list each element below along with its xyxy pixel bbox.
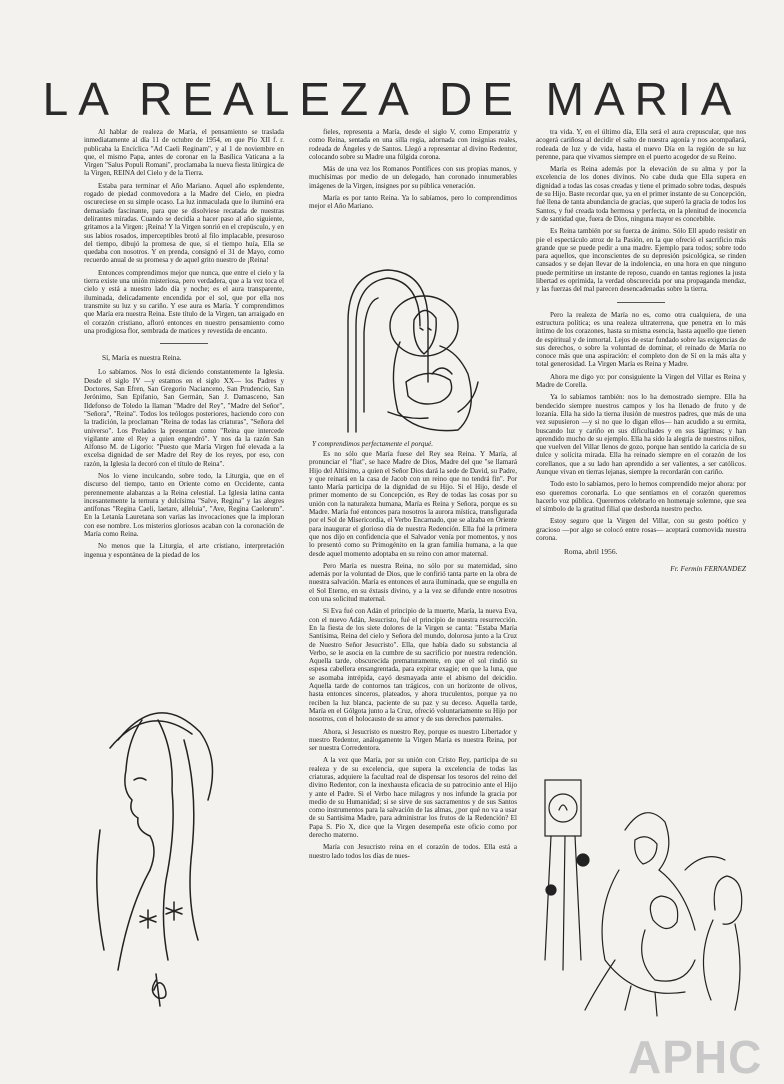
paragraph: Nos lo viene inculcando, sobre todo, la Liturgia, que en el discurso del tiempo, tanto en Oriente como en Occidente, canta perennemente alabanzas a la Reina celestial. La Iglesia latina canta incesantemente la ternura y dulcísima "Salve, Regina" y las alegres antífonas "Regina Caeli, laetare, alleluia", "Ave, Regina Caelorum". En la Letanía Lauretana son varias las invocaciones que la imploran con ese nombre. Los misterios gloriosos acaban con la coronación de María como Reina. — [84, 471, 284, 539]
paragraph: fieles, representa a María, desde el siglo V, como Emperatriz y como Reina, sentada en una silla regia, adornada con insignias reales, rodeada de Ángeles y de Santos. Llegó a representar al divino Redentor, colocando sobre su Madre una fúlgida corona. — [309, 128, 517, 161]
paragraph: Más de una vez los Romanos Pontífices con sus propias manos, y muchísimas por medio de un delegado, han coronado innumerables imágenes de la Virgen, insignes por su pública veneración. — [309, 165, 517, 190]
section-divider — [160, 343, 208, 344]
paragraph: Es no sólo que María fuese del Rey sea Reina. Y María, al pronunciar el "fiat", se hace Madre de Dios, Madre del que "se llamará Hijo del Altísimo, a quien el Señor Dios dará la sede de David, su Padre, y que reinará en la casa de Jacob con un reino que no tendrá fin". Por tanto María participa de la dignidad de su Hijo. Si el Hijo, desde el primer momento de su Concepción, es Rey de todas las cosas por su unión con la naturaleza humana, María es Reina y Señora, porque es su Madre. María fué entonces para nosotros la aurora mística, transfigurada por el Sol de Misericordia, el Verbo Encarnado, que se alzaba en Oriente para inaugurar el glorioso día de nuestra Redención. Ella fué la primera que nos dijo en confidencia que el Salvador venía por momentos, y nos lo presentó como su Primogénito en la gran familia humana, a la que desde aquel momento adoptaba en su reino con amor maternal. — [309, 450, 517, 558]
paragraph: No menos que la Liturgia, el arte cristiano, interpretación ingenua y espontánea de la piedad de los — [84, 542, 284, 559]
article-column-right — [536, 128, 746, 723]
paragraph: Lo sabíamos. Nos lo está diciendo constantemente la Iglesia. Desde el siglo IV —y estamos en el siglo XX— los Padres y Doctores, San Efren, San Gregorio Nacianceno, San Prudencio, San Jerónimo, San Epifanio, San Germán, San J. Damasceno, San Ildefonso de Toledo la llaman "Madre del Rey", "Madre del Señor", "Señora", "Reina". Todos los teólogos posteriores, haciendo coro con la tradición, la proclaman "Reina de todas las criaturas", "Señora del universo". Los Prelados la presentan como "Reina que intercede vigilante ante el Rey a quien engendró". Y nos da la razón San Alfonso M. de Ligorio: "Puesto que María Virgen fué elevada a la excelsa dignidad de ser Madre del Rey de los reyes, por eso, con razón, la Iglesia la decoró con el título de Reina". — [84, 368, 284, 468]
paragraph: Todo esto lo sabíamos, pero lo hemos comprendido mejor ahora: por eso queremos coronarla. Lo que sentíamos en el corazón queremos hacerlo voz pública. Queremos celebrarlo en homenaje solemne, que sea el símbolo de la gratitud filial que desborda nuestro pecho. — [536, 480, 746, 514]
paragraph: María es por tanto Reina. Ya lo sabíamos, pero lo comprendimos mejor el Año Mariano. — [309, 194, 517, 211]
paragraph: tra vida. Y, en el último día, Ella será el aura crepuscular, que nos acogerá cariñosa al decidir el salto de nuestra agonía y nos acompañará, rodeada de luz y de vida, hasta el nuevo Día en la región de su luz perenne, para que vivamos siempre en el puerto acogedor de su Reino. — [536, 128, 746, 161]
paragraph: Ya lo sabíamos también: nos lo ha demostrado siempre. Ella ha bendecido siempre nuestros campos y los ha llenado de fruto y de lozanía. Ella ha sido la tierna ilusión de nuestros padres, que más de una vez supusieron —y si no que lo digan ellos— han acudido a su ermita, buscando luz y cariño en sus dificultades y en sus lágrimas; y han aprendido mucho de su ejemplo. Ella ha sido la alegría de nuestros niños, que vuelven del Villar llenos de gozo, porque han sentido la caricia de su dulce y solícita mirada. Ella ha reinado siempre en el corazón de los corellanos, que a su lado han aprendido a ser valientes, a ser católicos. Aunque vivan en tierras lejanas, siempre la recordarán con cariño. — [536, 393, 746, 476]
article-author: Fr. Fermín FERNANDEZ — [670, 563, 746, 573]
paragraph: Ahora me digo yo: por consiguiente la Virgen del Villar es Reina y Madre de Corella. — [536, 372, 746, 390]
watermark-text: APHC — [628, 1031, 763, 1083]
paragraph: Pero la realeza de María no es, como otra cualquiera, de una estructura política; es una realeza ultraterrena, que penetra en lo más íntimo de los corazones, hasta su misma esencia, hasta aquello que tienen de espiritual y de inmortal. Lejos de estar fundado sobre las exigencias de sus derechos, o sobre la voluntad de dominar, el reinado de María no conoce más que una aspiración: el completo don de Sí en la más alta y total generosidad. La Virgen María es Reina y Madre. — [536, 310, 746, 369]
paragraph: Pero María es nuestra Reina, no sólo por su maternidad, sino además por la voluntad de Dios, que le confirió tanta parte en la obra de nuestra salvación. María es entonces el aura iluminada, que se engulla en el Sol Eterno, en su éxtasis divino, y a la vez se difunde entre nosotros con una solicitud maternal. — [309, 561, 517, 604]
section-heading: Sí, María es nuestra Reina. — [102, 353, 182, 363]
paragraph: Al hablar de realeza de María, el pensamiento se traslada inmediatamente al día 11 de octubre de 1954, en que Pío XII f. r. publicaba la Encíclica "Ad Caeli Reginam", y al 1 de noviembre en que, el mismo Papa, antes de coronar en la Basílica Vaticana a la Virgen "Salus Populi Romani", proclamaba la nueva fiesta litúrgica de la Virgen, REINA del Cielo y de la Tierra. — [84, 128, 284, 178]
paragraph: María con Jesucristo reina en el corazón de todos. Ella está a nuestro lado todos los días de nues- — [309, 843, 517, 860]
pilgrim-family-illustration — [535, 760, 750, 1025]
madonna-illustration — [328, 262, 496, 440]
article-date: Roma, abril 1956. — [564, 547, 618, 557]
virgin-profile-illustration — [88, 680, 228, 1020]
article-column-middle-top — [309, 128, 517, 258]
paragraph: Estaba para terminar el Año Mariano. Aquel año esplendente, rogado de piedad conmovedora a la Madre del Cielo, en piedra oscureciese en su simple ocaso. La luz inmaculada que lo iluminó era demasiado fascinante, para que se disolviese recatada de nuestras delirantes miradas. Cuando se decidía a hacer paso al año siguiente, gritamos a la Virgen: ¡Reina! Y la Virgen sonrió en el crepúsculo, y en sus labios rosados, imperceptibles brotó al filo implacable, presuroso del tiempo, dibujó la promesa de que, si el tiempo huía, Ella se quedaba con nosotros. Y en prenda, consignó el 31 de Mayo, como recuerdo anual de su promesa y de aquel grito nuestro de ¡Reina! — [84, 181, 284, 265]
article-column-middle-bottom — [309, 450, 517, 1028]
section-divider — [617, 302, 665, 303]
paragraph: Es Reina también por su fuerza de ánimo. Sólo Ell apudo resistir en pie el espectáculo atroz de la Pasión, en la que ofreció el sacrificio más grande que se puede pedir a una madre. Ejemplo para todos; sobre todo para aquellos, que inconscientes de su depresión psicológica, se rinden cansados y se dejan llevar de la indolencia, en una hora en que ninguno puede permitirse un instante de reposo, cuando en tantas regiones la justa libertad es oprimida, la verdad obscurecida por una propaganda mendaz, y las fuerzas del mal parecen desencadenadas sobre la tierra. — [536, 227, 746, 294]
paragraph: Ahora, si Jesucristo es nuestro Rey, porque es nuestro Libertador y nuestro Redentor, análogamente la Virgen María es nuestra Reina, por ser nuestra Corredentora. — [309, 727, 517, 753]
paragraph: A la vez que María, por su unión con Cristo Rey, participa de su realeza y de su excelencia, que supera la excelencia de todas las criaturas, adquiere la facultad real de dispensar los tesoros del reino del divino Redentor, con la inexhausta eficacia de su patrocinio ante el Hijo y ante el Padre. Si el Verbo hace milagros y nos infunde la gracia por medio de su Humanidad; si se sirve de sus sacramentos y de sus Santos como instrumentos para la salvación de las almas, ¿por qué no va a usar de su Santísima Madre, para administrar los frutos de la Redención? El Papa S. Pío X, dice que la Virgen desempeña este oficio como por derecho materno. — [309, 756, 517, 840]
figure-caption: Y comprendimos perfectamente el porqué. — [312, 440, 434, 448]
article-column-left — [84, 128, 284, 688]
paragraph: Entonces comprendimos mejor que nunca, que entre el cielo y la tierra existe una unión misteriosa, pero verdadera, que a la vez toca el cielo y está a nuestro lado día y noche; es el aura transparente, iluminada, delicadamente encendida por el sol, que por ella nos transmite su luz y su cariño. Y ese aura es María. Y comprendimos que María era nuestra Reina. Este título de la Virgen, tan arraigado en el corazón cristiano, afloró entonces en nuestro pensamiento como una prodigiosa flor, sembrada de matices y revestida de encanto. — [84, 268, 284, 335]
paragraph: Estoy seguro que la Virgen del Villar, con su gesto poético y gracioso —por algo se colocó entre rosas— aceptará conmovida nuestra corona. — [536, 517, 746, 543]
signature-block — [536, 548, 746, 573]
paragraph: Si Eva fué con Adán el principio de la muerte, María, la nueva Eva, con el nuevo Adán, Jesucristo, fué el principio de nuestra resurrección. En la fiesta de los siete dolores de la Virgen se canta: "Estaba María Santísima, Reina del cielo y Señora del mundo, dolorosa junto a la Cruz de Nuestro Señor Jesucristo". Ella, que había dado su substancia al Verbo, se le asocia en la cumbre de su sacrificio por nuestra redención. Aquella tarde, obscurecida prematuramente, en que el sol rindió su espesa cabellera ensangrentada, para expirar exagie; en que la luna, que se asomaba intrépida, cayó desmayada ante el abismo del deicidio. Aquella tarde de contornos tan trágicos, con un horizonte de olivos, hasta entonces sinceros, plateados, y ahora truculentos, porque ya no reciben la luz blanca, paciente de su paz y su deceso. Aquella tarde, María en el Gólgota junto a la Cruz, ofreció voluntariamente su Hijo por nosotros, con el holocausto de su amor y de sus derechos paternales. — [309, 607, 517, 724]
paragraph: María es Reina además por la elevación de su alma y por la excelencia de los dones divinos. No cabe duda que Ella supera en dignidad a todas las cosas creadas y tiene el primado sobre todas, después de su Hijo. Baste recordar que, ya en el primer instante de su Concepción, fué llena de tanta abundancia de gracias, que superó la gracia de todos los Santos, y fué creada toda hermosa y perfecta, en la plenitud de inocencia y de santidad que, fuera de Dios, ninguna mayor es concebible. — [536, 165, 746, 223]
page-title: LA REALEZA DE MARIA — [42, 73, 742, 125]
